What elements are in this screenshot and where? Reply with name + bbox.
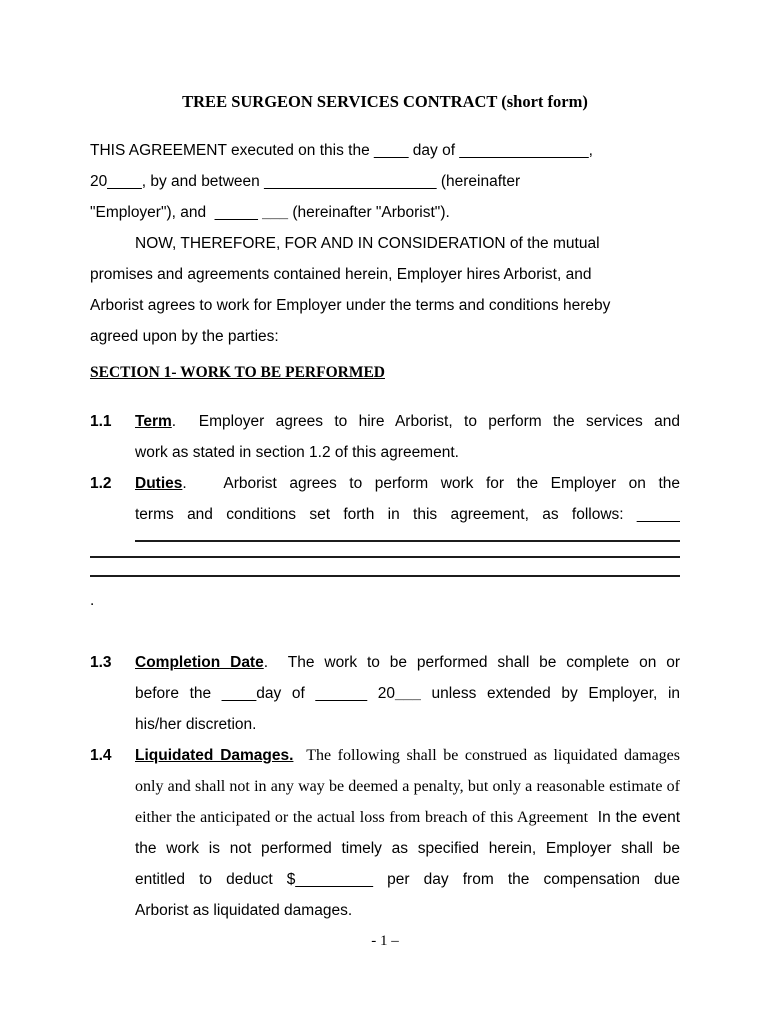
clause-1-3-line-3: his/her discretion. (135, 716, 257, 733)
document-body (0, 135, 770, 952)
clause-1-4-number: 1.4 (90, 747, 112, 764)
fill-line-2 (90, 556, 680, 558)
clause-text: . The work to be performed shall be complete on or (263, 654, 680, 671)
clause-1-4-line-6: Arborist as liquidated damages. (135, 902, 353, 919)
blank-completion-year: ___ (395, 685, 421, 702)
intro-text: (hereinafter "Arborist"). (288, 204, 450, 221)
blank-completion-day: ____ (221, 685, 257, 702)
intro-text: , (588, 142, 593, 159)
clause-text: entitled to deduct $ (135, 871, 296, 888)
clause-1-4-line-1 (135, 740, 680, 771)
contract-title: TREE SURGEON SERVICES CONTRACT (short form) (182, 92, 588, 111)
clause-text: per day from the compensation due (373, 871, 680, 888)
clause-text: In the event (588, 809, 680, 826)
clause-1-4 (90, 740, 680, 926)
clause-text: terms and conditions set forth in this agreement, as follows: (135, 506, 637, 523)
page-number: - 1 – (371, 933, 399, 949)
stray-period: . (90, 592, 95, 609)
clause-1-4-line-3 (135, 802, 680, 833)
clause-1-1 (90, 406, 680, 468)
clause-1-2-number: 1.2 (90, 475, 112, 492)
clause-text: before the (135, 685, 222, 702)
blank-day-number: ____ (374, 142, 409, 159)
consideration-line-4: agreed upon by the parties: (90, 328, 279, 345)
clause-1-1-line-2: work as stated in section 1.2 of this agreement. (135, 444, 459, 461)
intro-line-1 (90, 135, 680, 166)
clause-1-1-number: 1.1 (90, 413, 112, 430)
liquidated-damages-label: Liquidated Damages. (135, 747, 294, 764)
blank-year: ____ (107, 173, 142, 190)
intro-text: day of (408, 142, 460, 159)
section-1-heading: SECTION 1- WORK TO BE PERFORMED (90, 364, 385, 381)
intro-text: THIS AGREEMENT executed on this the (90, 142, 375, 159)
clause-1-3 (90, 647, 680, 740)
blank-month: _______________ (459, 142, 589, 159)
term-label: Term (135, 413, 172, 430)
clause-1-3-line-1 (135, 647, 680, 678)
clause-text: . Employer agrees to hire Arborist, to perform the services and (171, 413, 680, 430)
clause-1-2 (90, 468, 680, 530)
clause-1-2-line-1 (135, 468, 680, 499)
clause-1-2-line-2 (135, 499, 680, 530)
clause-text: unless extended by Employer, in (420, 685, 680, 702)
consideration-line-1: NOW, THEREFORE, FOR AND IN CONSIDERATION of the mutual (135, 235, 600, 252)
intro-line-3 (90, 197, 680, 228)
blank-arborist-name-short: ___ (262, 204, 289, 221)
intro-text: (hereinafter (436, 173, 521, 190)
clause-text: 20 (367, 685, 396, 702)
intro-text: 20 (90, 173, 108, 190)
clause-1-4-line-4: the work is not performed timely as specified herein, Employer shall be (135, 840, 680, 857)
clause-1-3-number: 1.3 (90, 654, 112, 671)
intro-text: "Employer"), and (90, 204, 215, 221)
clause-text: . Arborist agrees to perform work for the Employer on the (182, 475, 680, 492)
completion-date-label: Completion Date (135, 654, 264, 671)
clause-1-1-line-1 (135, 406, 680, 437)
consideration-paragraph (90, 228, 680, 352)
fill-line-3 (90, 575, 680, 577)
clause-text: day of (256, 685, 316, 702)
intro-line-2 (90, 166, 680, 197)
clause-text-serif: either the anticipated or the actual loss from breach of this Agreement (135, 809, 589, 826)
clause-1-4-line-2: only and shall not in any way be deemed a penalty, but only a reasonable estimate of (135, 778, 680, 795)
clause-text-serif: The following shall be construed as liquidated damages (293, 747, 680, 764)
consideration-line-2: promises and agreements contained herein, Employer hires Arborist, and (90, 266, 592, 283)
intro-text: , by and between (141, 173, 265, 190)
intro-paragraph (90, 135, 680, 228)
blank-arborist-name: _____ (214, 204, 258, 221)
blank-completion-month: ______ (315, 685, 368, 702)
duties-label: Duties (135, 475, 183, 492)
clause-1-4-line-5 (135, 864, 680, 895)
blank-employer-name: ____________________ (264, 173, 437, 190)
consideration-line-3: Arborist agrees to work for Employer under the terms and conditions hereby (90, 297, 611, 314)
fill-line-1 (135, 540, 680, 542)
clause-1-3-line-2 (135, 678, 680, 709)
blank-duties: _____ (636, 506, 680, 523)
blank-deduction-amount: _________ (295, 871, 373, 888)
